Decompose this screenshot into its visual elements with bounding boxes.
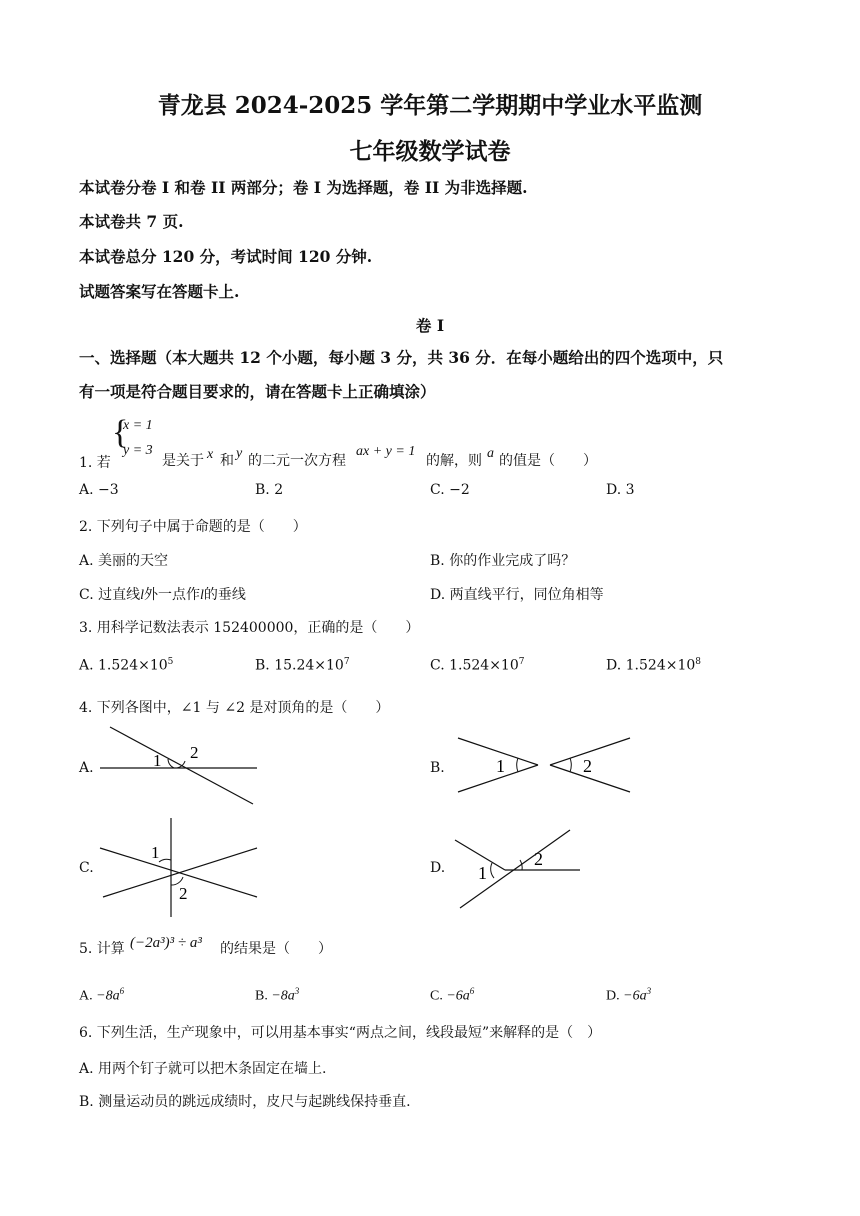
line-l-symbol: l [140,588,145,603]
angle-2-label: 2 [534,849,543,869]
q6-stem: 6. 下列生活，生产现象中，可以用基本事实“两点之间，线段最短”来解释的是（ ） [79,1025,602,1041]
q3-stem: 3. 用科学记数法表示 152400000，正确的是（ ） [79,620,420,636]
q1-var-y: y [236,446,243,461]
angle-1-label: 1 [496,756,505,776]
q1-option-d: D. 3 [606,482,635,498]
q4-figure-d [450,825,590,915]
q2-option-c-pre: C. 过直线 [79,587,141,603]
q1-text-1: 是关于 [162,453,204,469]
q5-option-d: D. $-6a^3$ [606,986,652,1004]
instruction-3: 本试卷总分 120 分，考试时间 120 分钟. [79,247,373,266]
angle-1-label: 1 [153,751,162,770]
q3-option-d: D. $1.524\times 10^8$ [606,657,701,674]
q2-option-d: D. 两直线平行，同位角相等 [430,587,604,603]
q4-figure-a [95,720,265,810]
q1-number: 1. 若 [79,455,111,471]
q1-var-a: a [487,446,494,461]
instruction-1: 本试卷分卷 I 和卷 II 两部分；卷 I 为选择题，卷 II 为非选择题. [79,178,528,197]
q5-option-b: B. $-8a^3$ [255,986,300,1004]
system-brace: { [112,414,129,451]
exam-title: 青龙县 2024-2025 学年第二学期期中学业水平监测 [157,92,703,119]
q3-option-c: C. $1.524\times 10^7$ [430,657,525,674]
q1-text-3: 的二元一次方程 [248,453,346,469]
q3-option-b: B. $15.24\times 10^7$ [255,657,350,674]
exam-subtitle: 七年级数学试卷 [349,138,511,165]
q4-option-c-label: C. [79,860,94,876]
q4-option-d-label: D. [430,860,446,876]
line-l-symbol: l [200,588,204,603]
q1-option-b: B. 2 [255,482,284,498]
q4-figure-b [450,730,640,805]
q2-option-c-mid: 外一点作 [144,587,201,603]
q6-option-b: B. 测量运动员的跳远成绩时，皮尺与起跳线保持垂直. [79,1094,411,1110]
q2-stem: 2. 下列句子中属于命题的是（ ） [79,519,307,535]
q4-figure-c [95,815,265,920]
q5-option-a: A. $-8a^6$ [79,986,125,1004]
q5-option-c: C. $-6a^6$ [430,986,475,1004]
instruction-4: 试题答案写在答题卡上. [79,282,240,301]
q2-option-b: B. 你的作业完成了吗？ [430,553,576,569]
q5-suffix: 的结果是（ ） [220,941,332,957]
q1-text-4: 的解，则 [426,453,482,469]
instruction-2: 本试卷共 7 页. [79,212,184,231]
angle-2-label: 2 [179,884,188,903]
q6-option-a: A. 用两个钉子就可以把木条固定在墙上. [79,1061,327,1077]
angle-1-label: 1 [151,843,160,862]
q1-text-5: 的值是（ ） [499,453,597,469]
system-eq-1: x = 1 [123,418,153,433]
q2-option-c-post: 的垂线 [203,587,246,603]
q5-expression: (−2a³)³ ÷ a³ [130,935,202,951]
q1-option-a: A. −3 [79,482,119,498]
q4-option-b-label: B. [430,760,445,776]
q1-option-c: C. −2 [430,482,470,498]
section-heading-line2: 有一项是符合题目要求的，请在答题卡上正确填涂） [79,382,436,401]
q1-text-2: 和 [220,453,234,469]
q2-option-c [79,584,246,604]
angle-2-label: 2 [583,756,592,776]
angle-1-label: 1 [478,863,487,883]
q3-option-a: A. $1.524\times 10^5$ [79,657,174,674]
q5-prefix: 5. 计算 [79,941,125,957]
q4-option-a-label: A. [79,760,94,776]
q4-stem: 4. 下列各图中，∠1 与 ∠2 是对顶角的是（ ） [79,700,390,716]
volume-label: 卷 I [415,316,445,335]
section-heading-line1: 一、选择题（本大题共 12 个小题，每小题 3 分，共 36 分．在每小题给出的四个选项中，只 [79,348,724,367]
q1-equation: ax + y = 1 [356,444,416,459]
q1-var-x: x [207,447,214,462]
system-eq-2: y = 3 [123,443,153,458]
angle-2-label: 2 [190,743,199,762]
q2-option-a: A. 美丽的天空 [79,553,169,569]
